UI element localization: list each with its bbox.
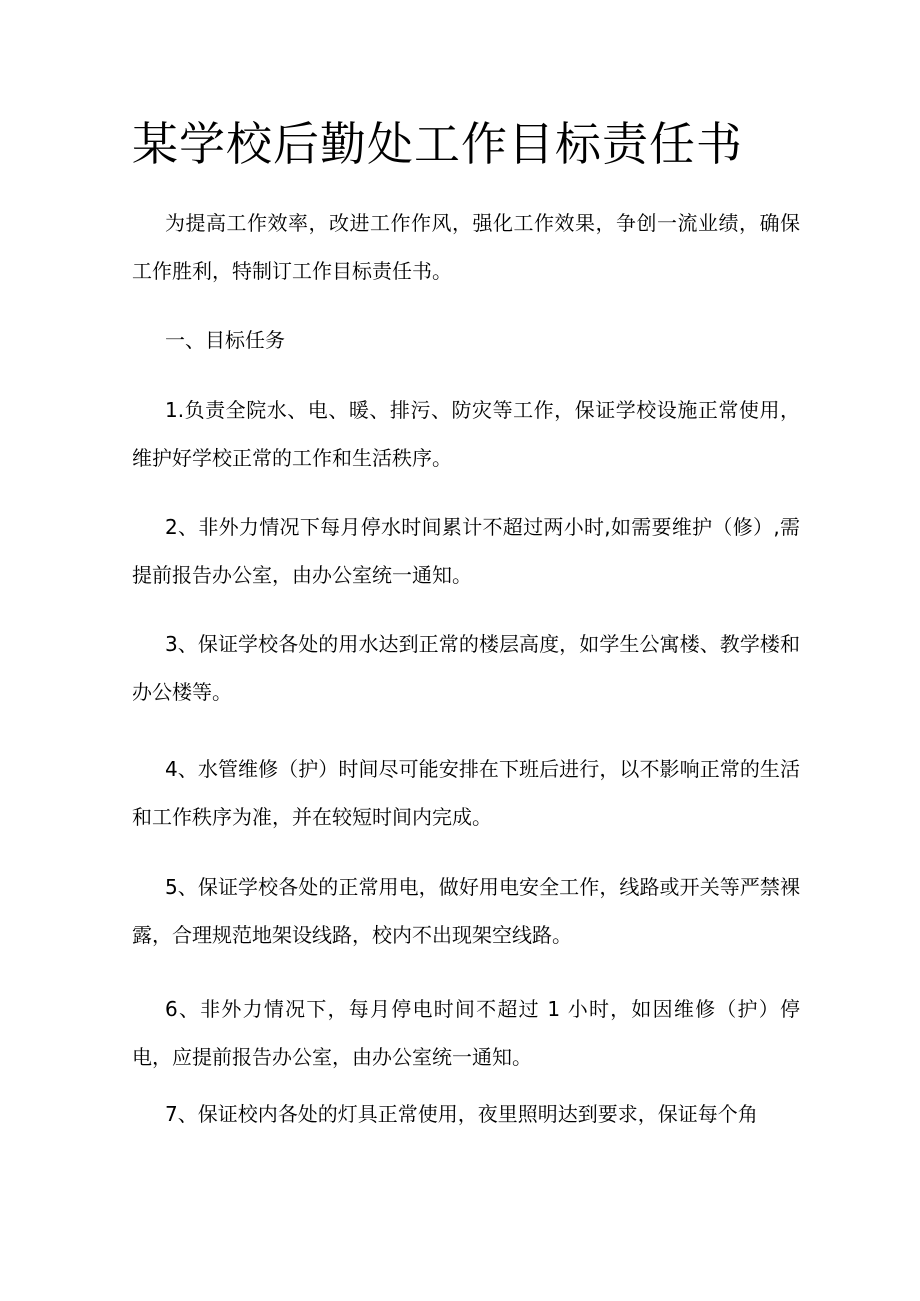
task-item-1: 1.负责全院水、电、暖、排污、防灾等工作，保证学校设施正常使用，维护好学校正常的工作和生活秩序。 [132, 398, 800, 470]
task-item-5: 5、保证学校各处的正常用电，做好用电安全工作，线路或开关等严禁裸露，合理规范地架设线路，校内不出现架空线路。 [132, 875, 800, 947]
task-item-4: 4、水管维修（护）时间尽可能安排在下班后进行，以不影响正常的生活和工作秩序为准，并在较短时间内完成。 [132, 757, 800, 829]
document-title: 某学校后勤处工作目标责任书 [132, 117, 743, 171]
intro-paragraph: 为提高工作效率，改进工作作风，强化工作效果，争创一流业绩，确保工作胜利，特制订工作目标责任书。 [132, 211, 800, 283]
section-heading-targets: 一、目标任务 [165, 328, 285, 352]
task-item-6: 6、非外力情况下，每月停电时间不超过 1 小时，如因维修（护）停电，应提前报告办公室，由办公室统一通知。 [132, 997, 800, 1069]
task-item-7: 7、保证校内各处的灯具正常使用，夜里照明达到要求，保证每个角 [165, 1102, 758, 1126]
task-item-3: 3、保证学校各处的用水达到正常的楼层高度，如学生公寓楼、教学楼和办公楼等。 [132, 632, 800, 704]
task-item-2: 2、非外力情况下每月停水时间累计不超过两小时,如需要维护（修）,需提前报告办公室，由办公室统一通知。 [132, 515, 800, 587]
